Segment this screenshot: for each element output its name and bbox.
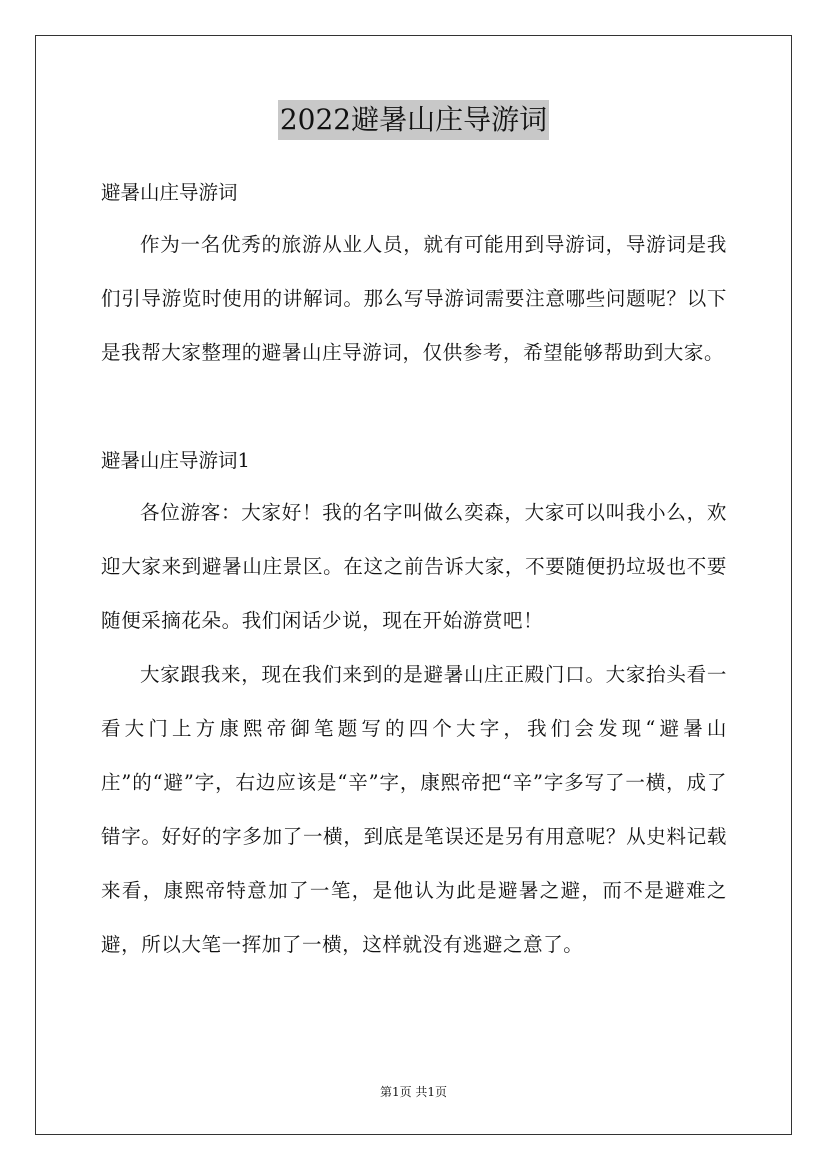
- title-container: [0, 100, 827, 140]
- intro-paragraph: 作为一名优秀的旅游从业人员，就有可能用到导游词，导游词是我们引导游览时使用的讲解词。那么写导游词需要注意哪些问题呢？以下是我帮大家整理的避暑山庄导游词，仅供参考，希望能够帮助到大家。: [101, 233, 727, 364]
- document-body: [101, 168, 727, 972]
- section-spacer: [101, 380, 727, 436]
- subtitle-heading: 避暑山庄导游词: [101, 181, 238, 204]
- section-heading: 避暑山庄导游词1: [101, 449, 250, 472]
- section-paragraph-2: 大家跟我来，现在我们来到的是避暑山庄正殿门口。大家抬头看一看大门上方康熙帝御笔题写的四个大字，我们会发现“避暑山庄”的“避”字，右边应该是“辛”字，康熙帝把“辛”字多写了一横，成了错字。好好的字多加了一横，到底是笔误还是另有用意呢？从史料记载来看，康熙帝特意加了一笔，是他认为此是避暑之避，而不是避难之避，所以大笔一挥加了一横，这样就没有逃避之意了。: [101, 663, 727, 956]
- page-footer: 第1页 共1页: [379, 1085, 448, 1099]
- document-title: 2022避暑山庄导游词: [278, 100, 549, 140]
- section-paragraph-1: 各位游客：大家好！我的名字叫做么奕森，大家可以叫我小么，欢迎大家来到避暑山庄景区。在这之前告诉大家，不要随便扔垃圾也不要随便采摘花朵。我们闲话少说，现在开始游赏吧！: [101, 501, 727, 632]
